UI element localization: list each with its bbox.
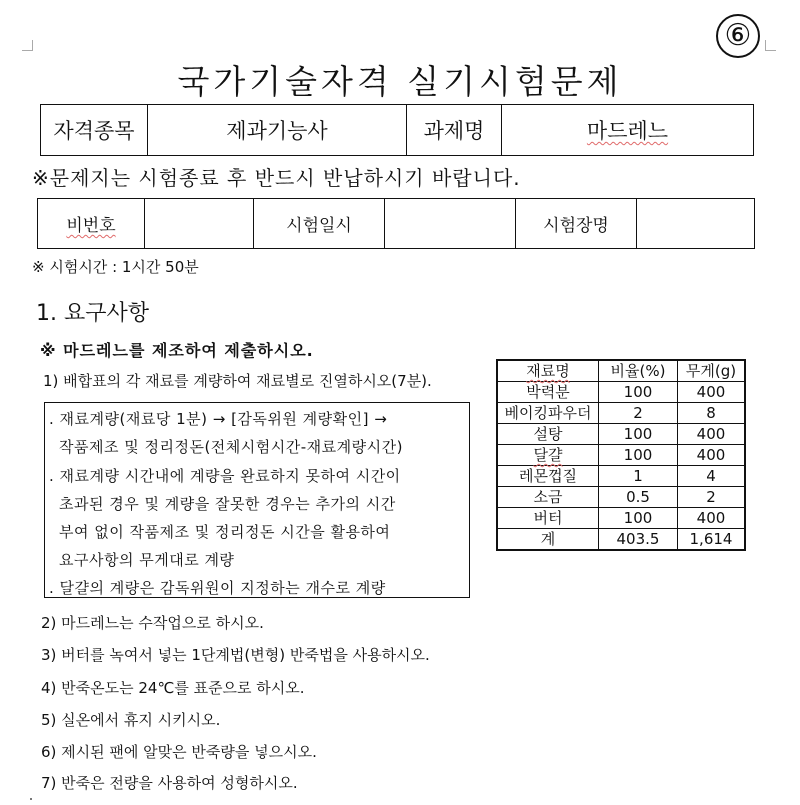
total-label: 계 <box>497 529 599 551</box>
requirement-step: 4) 반죽온도는 24℃를 표준으로 하시오. <box>41 679 305 697</box>
problem-number-badge: ⑥ <box>716 14 760 58</box>
table-row <box>497 487 745 508</box>
ingredient-ratio: 100 <box>599 508 678 529</box>
table-row <box>497 445 745 466</box>
box-line: 초과된 경우 및 계량을 잘못한 경우는 추가의 시간 <box>59 495 396 513</box>
ingredient-name: 소금 <box>497 487 599 508</box>
ingredient-weight: 4 <box>678 466 746 487</box>
ingredient-name: 달걀 <box>497 445 599 466</box>
requirement-step: 3) 버터를 녹여서 넣는 1단계법(변형) 반죽법을 사용하시오. <box>41 646 430 664</box>
table-row <box>497 466 745 487</box>
table-row <box>497 382 745 403</box>
ingredient-weight: 2 <box>678 487 746 508</box>
ingredient-name: 레몬껍질 <box>497 466 599 487</box>
box-line: . 재료계량 시간내에 계량을 완료하지 못하여 시간이 <box>49 467 401 485</box>
box-line: 요구사항의 무게대로 계량 <box>59 551 235 569</box>
exam-header-table <box>40 104 754 156</box>
label-qualification: 자격종목 <box>41 105 148 156</box>
ingredient-ratio: 1 <box>599 466 678 487</box>
value-task-name: 마드레느 <box>502 105 754 156</box>
page-title: 국가기술자격 실기시험문제 <box>177 62 623 101</box>
total-ratio: 403.5 <box>599 529 678 551</box>
section-title: 1. 요구사항 <box>36 301 149 326</box>
table-row <box>497 403 745 424</box>
exam-time-note: ※ 시험시간 : 1시간 50분 <box>32 258 199 276</box>
requirement-step-1: 1) 배합표의 각 재료를 계량하여 재료별로 진열하시오(7분). <box>43 372 432 390</box>
total-weight: 1,614 <box>678 529 746 551</box>
requirement-step: 6) 제시된 팬에 알맞은 반죽량을 넣으시오. <box>41 743 317 761</box>
field-exam-date[interactable] <box>385 199 516 249</box>
ingredient-name: 베이킹파우더 <box>497 403 599 424</box>
weighing-instructions-box <box>44 402 470 598</box>
ingredient-ratio: 2 <box>599 403 678 424</box>
return-notice: ※문제지는 시험종료 후 반드시 반납하시기 바랍니다. <box>32 166 521 190</box>
ingredient-ratio: 100 <box>599 424 678 445</box>
ingredient-weight: 400 <box>678 445 746 466</box>
box-line: 작품제조 및 정리정돈(전체시험시간-재료계량시간) <box>59 438 403 456</box>
ingredient-name: 박력분 <box>497 382 599 403</box>
requirement-step: 5) 실온에서 휴지 시키시오. <box>41 711 221 729</box>
label-task-name: 과제명 <box>407 105 502 156</box>
box-line: . 재료계량(재료당 1분) → [감독위원 계량확인] → <box>49 410 388 428</box>
field-seat-number[interactable] <box>145 199 254 249</box>
ingredient-weight: 400 <box>678 382 746 403</box>
box-line: 부여 없이 작품제조 및 정리정돈 시간을 활용하여 <box>59 523 391 541</box>
ingredients-table <box>496 359 746 551</box>
ingredient-ratio: 0.5 <box>599 487 678 508</box>
section-subtitle: ※ 마드레느를 제조하여 제출하시오. <box>40 341 314 360</box>
col-header-weight: 무게(g) <box>678 360 746 382</box>
requirement-step: 7) 반죽은 전량을 사용하여 성형하시오. <box>41 774 298 792</box>
ingredient-weight: 400 <box>678 508 746 529</box>
page-dot-mark <box>30 798 32 800</box>
field-exam-venue[interactable] <box>637 199 755 249</box>
page-corner-mark-left <box>22 40 33 51</box>
label-seat-number: 비번호 <box>38 199 145 249</box>
label-exam-venue: 시험장명 <box>516 199 637 249</box>
ingredient-ratio: 100 <box>599 445 678 466</box>
value-qualification: 제과기능사 <box>148 105 407 156</box>
total-row <box>497 529 745 551</box>
ingredient-weight: 8 <box>678 403 746 424</box>
exam-info-table <box>37 198 755 249</box>
table-row <box>497 508 745 529</box>
col-header-ingredient: 재료명 <box>497 360 599 382</box>
table-row <box>497 424 745 445</box>
label-exam-date: 시험일시 <box>254 199 385 249</box>
col-header-ratio: 비율(%) <box>599 360 678 382</box>
ingredient-name: 버터 <box>497 508 599 529</box>
page-corner-mark-right <box>765 40 776 51</box>
ingredient-weight: 400 <box>678 424 746 445</box>
requirement-step: 2) 마드레느는 수작업으로 하시오. <box>41 614 264 632</box>
ingredient-name: 설탕 <box>497 424 599 445</box>
ingredient-ratio: 100 <box>599 382 678 403</box>
box-line: . 달걀의 계량은 감독위원이 지정하는 개수로 계량 <box>49 579 386 597</box>
